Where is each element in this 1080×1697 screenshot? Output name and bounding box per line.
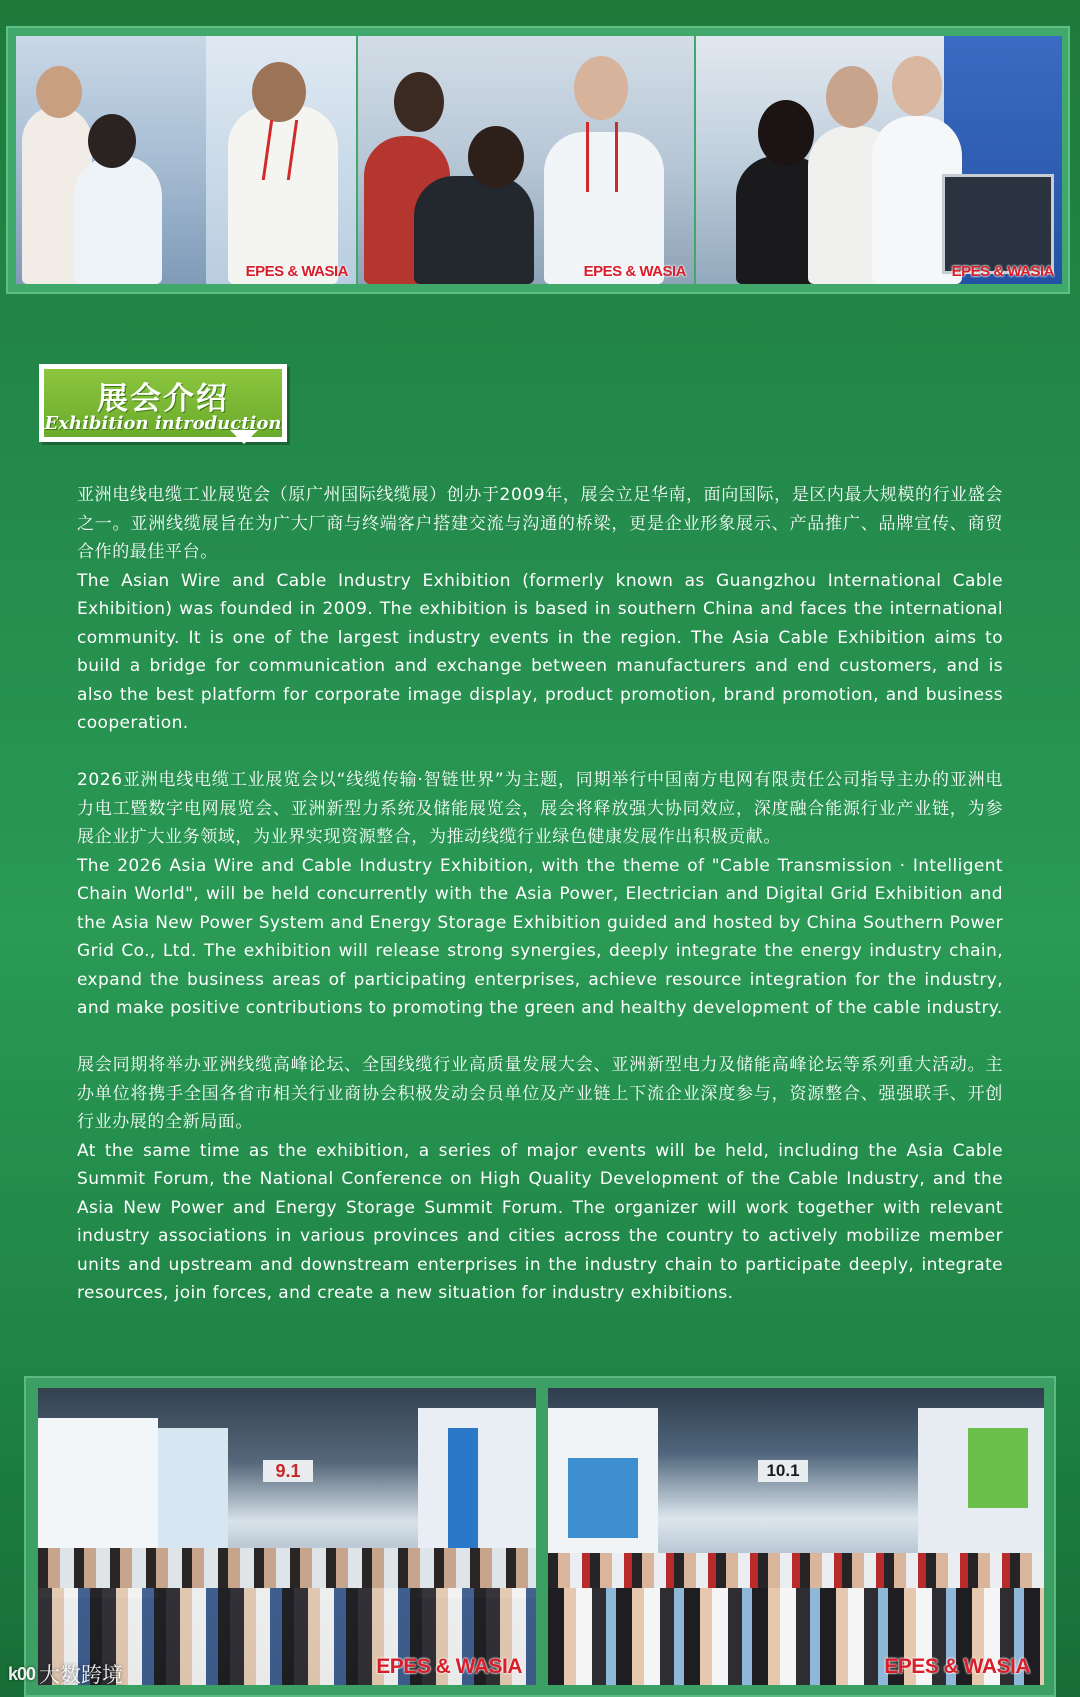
platform-watermark <box>8 1659 123 1689</box>
introduction-text <box>77 481 1003 1308</box>
watermark-text: 大数跨境 <box>39 1663 124 1687</box>
paragraph-3-en: At the same time as the exhibition, a series of major events will be held, including the Asia Cable Summit Forum, the National Conference on High Quality Development of the Cable Industry, and the Asia New Power and Energy Storage Summit Forum. The organizer will work together with relevant industry associations in various provinces and cities across the country to actively mobilize member units and upstream and downstream enterprises in the industry chain to participate deeply, integrate resources, join forces, and create a new situation for industry exhibitions. <box>77 1140 1003 1303</box>
paragraph-2-cn: 2026亚洲电线电缆工业展览会以“线缆传输·智链世界”为主题，同期举行中国南方电网有限责任公司指导主办的亚洲电力电工暨数字电网展览会、亚洲新型力系统及储能展览会，展会将释放强大协同效应，深度融合能源行业产业链，为参展企业扩大业务领域，为业界实现资源整合，为推动线缆行业绿色健康发展作出积极贡献。 <box>77 770 1003 847</box>
exhibition-photo-visitors-1 <box>16 36 356 284</box>
exhibition-hall-photo-2 <box>548 1388 1044 1685</box>
hall-number-sign: 9.1 <box>263 1460 313 1482</box>
top-photo-strip <box>6 26 1070 294</box>
paragraph-3-cn: 展会同期将举办亚洲线缆高峰论坛、全国线缆行业高质量发展大会、亚洲新型电力及储能高峰论坛等系列重大活动。主办单位将携手全国各省市相关行业商协会积极发动会员单位及产业链上下流企业深度参与，资源整合、强强联手、开创行业办展的全新局面。 <box>77 1055 1003 1132</box>
brand-logo-text: EPES & WASIA <box>376 1655 522 1678</box>
paragraph-1-en: The Asian Wire and Cable Industry Exhibition (formerly known as Guangzhou International Cable Exhibition) was founded in 2009. The exhibition is based in southern China and faces the international community. It is one of the largest industry events in the region. The Asia Cable Exhibition aims to build a bridge for communication and exchange between manufacturers and end customers, and is also the best platform for corporate image display, product promotion, brand promotion, and business cooperation. <box>77 570 1003 733</box>
paragraph-1-cn: 亚洲电线电缆工业展览会（原广州国际线缆展）创办于2009年，展会立足华南，面向国际，是区内最大规模的行业盛会之一。亚洲线缆展旨在为广大厂商与终端客户搭建交流与沟通的桥梁，更是企业形象展示、产品推广、品牌宣传、商贸合作的最佳平台。 <box>77 485 1003 562</box>
badge-green-panel <box>44 369 282 437</box>
section-title-en: Exhibition introduction <box>44 413 282 434</box>
brand-logo-text: EPES & WASIA <box>951 263 1054 280</box>
brand-logo-text: EPES & WASIA <box>884 1655 1030 1678</box>
brand-logo-text: EPES & WASIA <box>583 263 686 280</box>
watermark-logo-icon: k00 <box>8 1663 36 1684</box>
hall-number-sign: 10.1 <box>758 1460 808 1482</box>
exhibition-hall-photo-1 <box>38 1388 536 1685</box>
brand-logo-text: EPES & WASIA <box>245 263 348 280</box>
bottom-photo-frame <box>24 1376 1056 1697</box>
section-title-cn: 展会介绍 <box>97 381 229 417</box>
exhibition-photo-visitors-2 <box>358 36 694 284</box>
exhibition-photo-visitors-3 <box>696 36 1062 284</box>
paragraph-2-en: The 2026 Asia Wire and Cable Industry Exhibition, with the theme of "Cable Transmission · Intelligent Chain World", will be held concurrently with the Asia Power, Electrician and Digital Grid Exhibition and the Asia New Power System and Energy Storage Exhibition guided and hosted by China Southern Power Grid Co., Ltd. The exhibition will release strong synergies, deeply integrate the energy industry chain, expand the business areas of participating enterprises, achieve resource integration for the industry, and make positive contributions to promoting the green and healthy development of the cable industry. <box>77 855 1003 1018</box>
badge-pointer <box>230 430 258 444</box>
